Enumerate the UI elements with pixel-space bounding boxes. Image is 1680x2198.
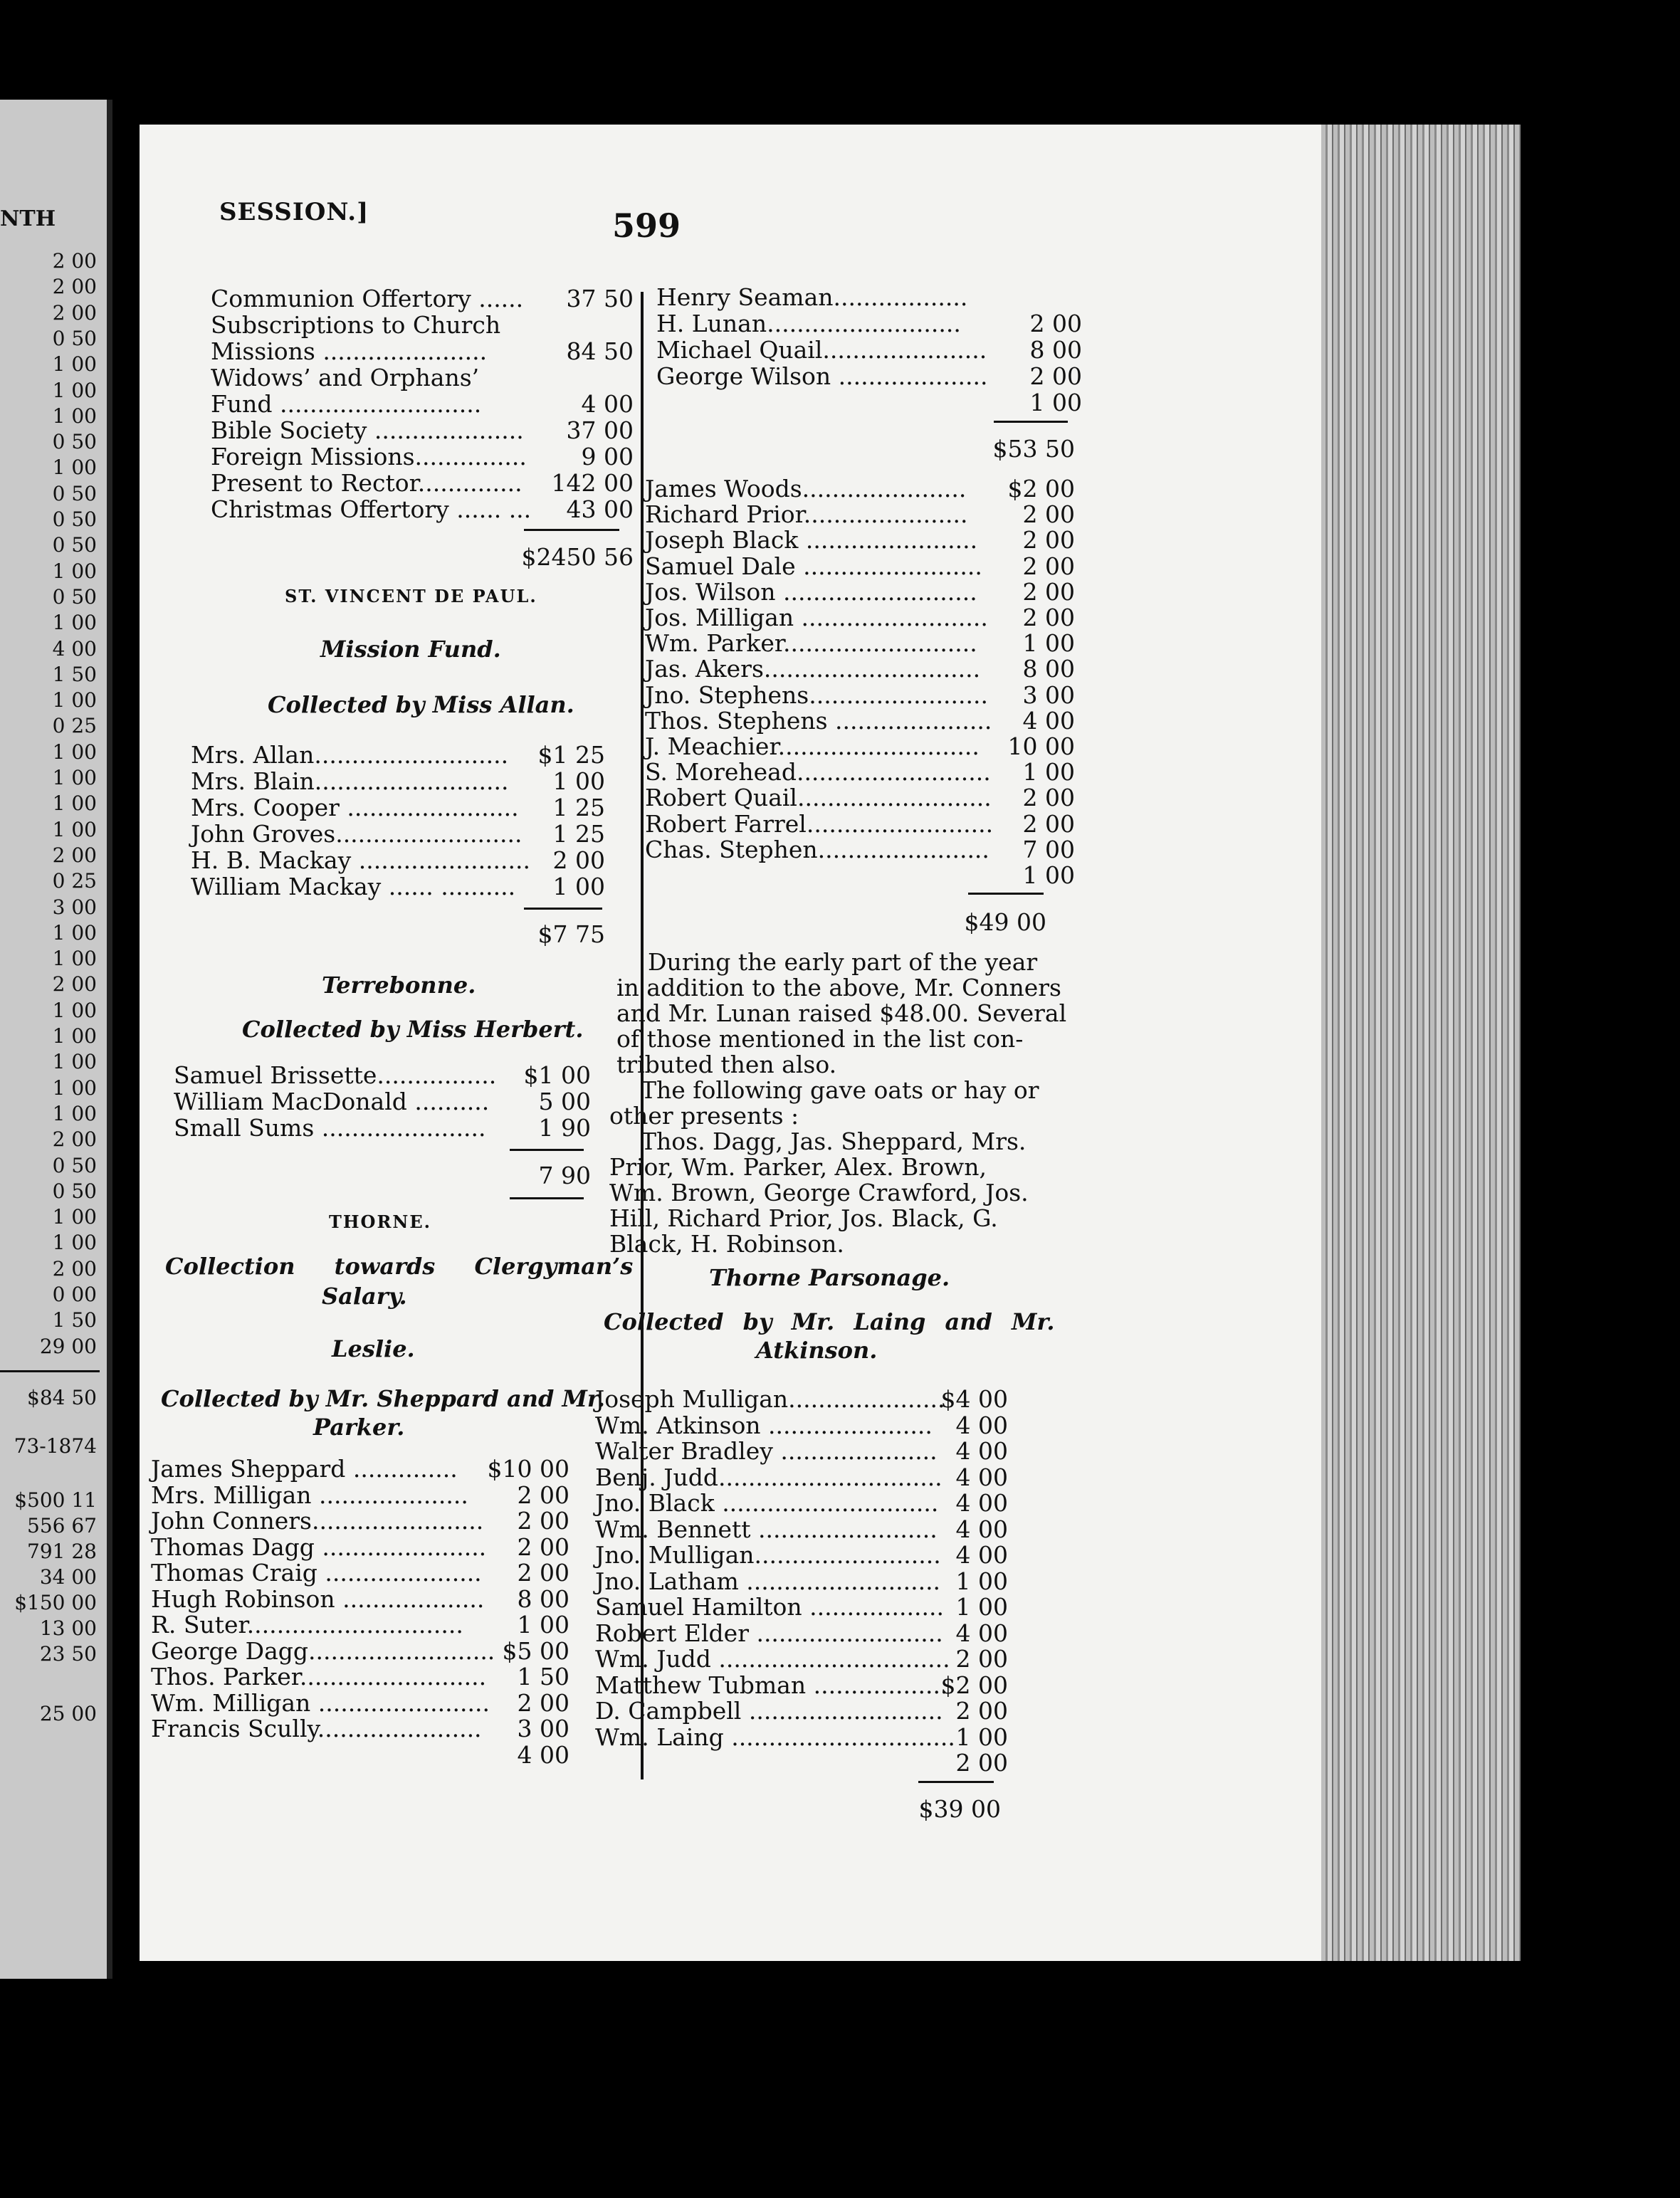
offering-item-amount: 84 50 — [566, 337, 634, 365]
donor-label: William Mackay ...... .......... — [191, 873, 516, 900]
donor-label: Wm. Laing .............................. — [595, 1723, 955, 1751]
donor-label: Joseph Mulligan..................... — [595, 1385, 945, 1414]
subtotal-rule — [994, 421, 1068, 423]
donor-amount: 7 00 — [1022, 835, 1075, 863]
left-amount: 1 00 — [52, 817, 97, 841]
left-amount: 1 00 — [52, 920, 97, 945]
left-amount: 2 00 — [52, 249, 97, 273]
left-amount: 0 50 — [52, 1153, 97, 1177]
note-line: The following gave oats or hay or — [641, 1076, 1039, 1105]
left-amount: 1 00 — [52, 1050, 97, 1074]
donor-label: Thomas Craig ..................... — [151, 1559, 482, 1587]
subtotal: $39 00 — [918, 1794, 1001, 1823]
donor-label: Jno. Black ............................. — [595, 1489, 939, 1518]
left-amount: 1 00 — [52, 1076, 97, 1100]
donor-amount: 1 00 — [552, 873, 605, 900]
donor-amount: 1 00 — [955, 1593, 1008, 1621]
left-amount: 13 00 — [39, 1616, 97, 1640]
left-amount: 1 00 — [52, 1101, 97, 1125]
donor-label: Wm. Atkinson ...................... — [595, 1411, 933, 1439]
donor-amount: 4 00 — [955, 1489, 1008, 1518]
donor-label: Richard Prior...................... — [645, 500, 968, 529]
left-amount: 2 00 — [52, 1127, 97, 1152]
left-amount: 23 50 — [39, 1641, 97, 1666]
left-amount: 2 00 — [52, 843, 97, 867]
donor-label: H. Lunan.......................... — [656, 310, 961, 337]
donor-label: Jos. Wilson .......................... — [645, 577, 977, 606]
donor-label: Michael Quail...................... — [656, 336, 987, 364]
left-amount: 1 00 — [52, 688, 97, 712]
left-amount: 2 00 — [52, 275, 97, 299]
donor-amount: 2 00 — [955, 1645, 1008, 1673]
subtotal: 7 90 — [538, 1162, 591, 1189]
donor-label: James Sheppard .............. — [151, 1455, 458, 1483]
donor-amount: 1 25 — [552, 820, 605, 848]
left-page-fragment — [0, 100, 112, 1979]
donor-amount: 2 00 — [955, 1697, 1008, 1725]
left-amount: 1 00 — [52, 792, 97, 816]
left-amount: 0 25 — [52, 714, 97, 738]
donor-amount: 2 00 — [517, 1481, 569, 1509]
donor-label: Wm. Judd ............................... — [595, 1645, 950, 1673]
note-line: tributed then also. — [616, 1051, 837, 1079]
donor-amount: 4 00 — [1022, 706, 1075, 735]
note-paragraph — [609, 1078, 1039, 1257]
offering-item-label: Bible Society .................... — [211, 416, 524, 444]
collector-line: Collected by Miss Herbert. — [242, 1016, 584, 1043]
donor-label: Jno. Latham .......................... — [595, 1567, 941, 1595]
donor-label: James Woods...................... — [645, 475, 967, 503]
donor-amount: $4 00 — [940, 1385, 1008, 1414]
left-amount: 1 00 — [52, 766, 97, 789]
total-rule — [524, 529, 619, 531]
donor-label: Wm. Parker.......................... — [645, 629, 977, 658]
donor-amount: 4 00 — [955, 1437, 1008, 1466]
donor-amount: $10 00 — [487, 1455, 569, 1483]
collector-line: Collected by Mr. Laing and Mr. — [604, 1308, 1055, 1336]
donor-amount: 2 00 — [1022, 604, 1075, 631]
left-amount: 2 00 — [52, 972, 97, 997]
donor-label: Samuel Dale ........................ — [645, 552, 982, 580]
collector-line: Collected by Miss Allan. — [268, 691, 574, 718]
left-amount: 1 00 — [52, 456, 97, 480]
donor-amount: 2 00 — [517, 1532, 569, 1561]
donor-label: H. B. Mackay ....................... — [191, 846, 531, 874]
donor-amount: 2 00 — [1029, 362, 1082, 390]
donor-amount: 2 00 — [1022, 526, 1075, 554]
left-amount: 34 00 — [39, 1565, 97, 1589]
donor-amount: $2 00 — [1007, 475, 1075, 503]
note-line: in addition to the above, Mr. Conners — [616, 974, 1061, 1002]
left-amount: 1 00 — [52, 1024, 97, 1048]
subtotal: $7 75 — [537, 920, 605, 948]
donor-label: Thos. Stephens ..................... — [645, 706, 992, 735]
page-edges — [1321, 125, 1521, 1961]
mission-fund-title: Mission Fund. — [320, 636, 501, 663]
note-line: Wm. Brown, George Crawford, Jos. — [609, 1179, 1029, 1207]
donor-label: Small Sums ...................... — [174, 1114, 486, 1142]
donor-amount: 2 00 — [1022, 577, 1075, 606]
left-amount: 0 50 — [52, 481, 97, 505]
note-line: and Mr. Lunan raised $48.00. Several — [616, 999, 1067, 1028]
donor-amount: $5 00 — [502, 1636, 569, 1665]
page-number: 599 — [612, 206, 681, 245]
left-year-range: 73-1874 — [14, 1434, 97, 1458]
donor-label: Thomas Dagg ...................... — [151, 1532, 487, 1561]
left-amount: 2 00 — [52, 300, 97, 325]
donor-amount: 10 00 — [1007, 732, 1075, 760]
offering-item-amount: 9 00 — [581, 443, 634, 470]
offering-item-amount: 37 00 — [566, 416, 634, 444]
note-line: Hill, Richard Prior, Jos. Black, G. — [609, 1204, 998, 1233]
left-amount: 1 00 — [52, 947, 97, 971]
donor-amount: 2 00 — [1022, 784, 1075, 812]
subtotal-rule — [918, 1781, 994, 1783]
left-amount: 1 00 — [52, 1231, 97, 1255]
donor-amount: 2 00 — [552, 846, 605, 874]
left-amount: 0 25 — [52, 869, 97, 893]
donor-amount: 1 00 — [1022, 861, 1075, 889]
offering-item-label: Christmas Offertory ...... ... — [211, 495, 532, 523]
offering-item-label: Foreign Missions............... — [211, 443, 527, 470]
subtotal-rule — [510, 1197, 584, 1199]
offering-item-label: Present to Rector.............. — [211, 469, 523, 497]
donor-amount: 1 00 — [1022, 758, 1075, 787]
donor-label: Robert Elder ......................... — [595, 1619, 943, 1647]
donor-label: Henry Seaman.................. — [656, 283, 968, 311]
donor-label: Wm. Milligan ....................... — [151, 1688, 490, 1717]
donor-amount: $1 00 — [523, 1061, 591, 1089]
donor-amount: $2 00 — [940, 1671, 1008, 1699]
offering-item-label: Subscriptions to Church — [211, 311, 501, 339]
offering-item-amount: 37 50 — [566, 285, 634, 312]
donor-label: Robert Quail.......................... — [645, 784, 992, 812]
donor-amount: 2 00 — [955, 1749, 1008, 1777]
donor-label: Wm. Bennett ........................ — [595, 1515, 938, 1543]
note-line: During the early part of the year — [648, 948, 1038, 977]
terrebonne-title: Terrebonne. — [322, 972, 476, 999]
donor-amount: 1 00 — [955, 1567, 1008, 1595]
left-amount: 4 00 — [52, 636, 97, 661]
donor-label: John Groves......................... — [191, 820, 523, 848]
left-amount: 3 00 — [52, 895, 97, 919]
offering-item-amount: 4 00 — [581, 390, 634, 418]
leslie-title: Leslie. — [332, 1335, 415, 1362]
subtotal: $49 00 — [964, 908, 1046, 937]
donor-amount: 2 00 — [517, 1688, 569, 1717]
donor-label: Thos. Parker......................... — [151, 1663, 487, 1690]
offering-item-label: Communion Offertory ...... — [211, 285, 524, 312]
collector-line: Collected by Mr. Sheppard and Mr. — [161, 1385, 605, 1412]
running-header: SESSION.] — [219, 198, 369, 226]
donor-label: Jno. Stephens........................ — [645, 680, 988, 709]
donor-amount: 1 00 — [1029, 389, 1082, 416]
donor-label: George Wilson .................... — [656, 362, 988, 390]
donor-label: Hugh Robinson ................... — [151, 1584, 485, 1613]
donor-amount: 4 00 — [955, 1515, 1008, 1543]
donor-amount: 2 00 — [1022, 500, 1075, 529]
note-line: Prior, Wm. Parker, Alex. Brown, — [609, 1153, 987, 1182]
donor-label: Benj. Judd.............................. — [595, 1463, 943, 1491]
subtotal: $53 50 — [992, 435, 1075, 463]
offering-total: $2450 56 — [521, 543, 634, 571]
donor-amount: 1 00 — [1022, 629, 1075, 658]
left-total-rule — [0, 1370, 100, 1372]
left-amount: 1 00 — [52, 998, 97, 1022]
donor-amount: 1 00 — [955, 1723, 1008, 1751]
offering-item-amount: 43 00 — [566, 495, 634, 523]
donor-label: J. Meachier........................... — [645, 732, 980, 760]
donor-amount: 3 00 — [1022, 680, 1075, 709]
donor-label: R. Suter............................. — [151, 1611, 463, 1639]
thorne-parsonage-title: Thorne Parsonage. — [709, 1264, 950, 1292]
note-line: Thos. Dagg, Jas. Sheppard, Mrs. — [641, 1127, 1027, 1156]
donor-amount: $1 25 — [537, 741, 605, 769]
donor-amount: 1 50 — [517, 1663, 569, 1690]
donor-amount: 8 00 — [1029, 336, 1082, 364]
note-line: other presents : — [609, 1102, 799, 1130]
note-line: of those mentioned in the list con- — [616, 1025, 1024, 1053]
donor-label: Matthew Tubman .................. — [595, 1671, 948, 1699]
offering-item-label: Missions ...................... — [211, 337, 488, 365]
left-amount: 0 50 — [52, 430, 97, 454]
donor-amount: 2 00 — [1029, 310, 1082, 337]
collector-line: Parker. — [313, 1414, 405, 1441]
thorne-title: THORNE. — [329, 1211, 431, 1232]
donor-amount: 1 00 — [552, 767, 605, 795]
left-amount: 0 50 — [52, 1179, 97, 1203]
donor-amount: 4 00 — [955, 1541, 1008, 1569]
donor-label: Jno. Mulligan......................... — [595, 1541, 941, 1569]
donor-label: Chas. Stephen....................... — [645, 835, 989, 863]
note-line: Black, H. Robinson. — [609, 1230, 844, 1258]
donor-label: Mrs. Milligan .................... — [151, 1481, 468, 1509]
donor-label: Francis Scully...................... — [151, 1715, 482, 1742]
donor-label: S. Morehead.......................... — [645, 758, 991, 787]
offering-item-label: Fund ........................... — [211, 390, 482, 418]
left-amount: 0 50 — [52, 584, 97, 609]
salary-line: Salary. — [322, 1283, 407, 1310]
donor-amount: 4 00 — [955, 1463, 1008, 1491]
offering-item-amount: 142 00 — [551, 469, 634, 497]
left-amount: 1 50 — [52, 662, 97, 686]
subtotal-rule — [968, 893, 1044, 895]
donor-amount: 8 00 — [1022, 655, 1075, 683]
left-amount: 1 00 — [52, 352, 97, 377]
left-amount: 1 50 — [52, 1308, 97, 1332]
donor-amount: 2 00 — [1022, 809, 1075, 838]
donor-amount: 1 00 — [517, 1611, 569, 1639]
donor-label: Mrs. Allan.......................... — [191, 741, 509, 769]
left-amount: 556 67 — [27, 1513, 97, 1537]
offering-item-label: Widows’ and Orphans’ — [211, 364, 480, 391]
left-amount: 1 00 — [52, 611, 97, 635]
left-amount: 1 00 — [52, 404, 97, 428]
collector-line: Atkinson. — [756, 1337, 878, 1364]
donor-amount: 4 00 — [955, 1619, 1008, 1647]
left-amount: 29 00 — [39, 1334, 97, 1358]
donor-amount: 5 00 — [538, 1088, 591, 1115]
note-paragraph — [616, 950, 1066, 1078]
left-amount: $500 11 — [14, 1488, 97, 1512]
st-vincent-title: ST. VINCENT DE PAUL. — [285, 586, 537, 606]
left-amount: 0 00 — [52, 1283, 97, 1306]
left-amount: 1 00 — [52, 559, 97, 583]
subtotal-rule — [524, 908, 602, 910]
donor-label: Mrs. Blain.......................... — [191, 767, 509, 795]
donor-amount: 1 90 — [538, 1114, 591, 1142]
donor-label: D. Campbell .......................... — [595, 1697, 943, 1725]
donor-label: John Conners....................... — [151, 1507, 484, 1535]
donor-amount: 4 00 — [517, 1740, 569, 1769]
left-amount: 791 28 — [27, 1539, 97, 1563]
donor-amount: 2 00 — [517, 1507, 569, 1535]
left-amount: 0 50 — [52, 508, 97, 531]
donor-label: Samuel Brissette................ — [174, 1061, 497, 1089]
left-amount: 25 00 — [39, 1701, 97, 1725]
donor-amount: 8 00 — [517, 1584, 569, 1613]
donor-label: Mrs. Cooper ....................... — [191, 794, 519, 821]
left-amount: 1 00 — [52, 1205, 97, 1229]
donor-label: George Dagg......................... — [151, 1636, 495, 1665]
donor-amount: 1 25 — [552, 794, 605, 821]
donor-label: Joseph Black ....................... — [645, 526, 978, 554]
left-amount: $150 00 — [14, 1590, 97, 1614]
salary-line: Collection towards Clergyman’s — [165, 1253, 634, 1280]
left-page-header: NTH — [0, 206, 56, 231]
donor-amount: 2 00 — [517, 1559, 569, 1587]
donor-amount: 2 00 — [1022, 552, 1075, 580]
left-amount: 1 00 — [52, 378, 97, 402]
donor-amount: 4 00 — [955, 1411, 1008, 1439]
donor-label: Jas. Akers............................. — [645, 655, 981, 683]
subtotal-rule — [510, 1149, 584, 1151]
donor-label: Jos. Milligan ......................... — [645, 604, 988, 631]
donor-label: Samuel Hamilton .................. — [595, 1593, 944, 1621]
left-amount: 0 50 — [52, 326, 97, 350]
donor-amount: 3 00 — [517, 1715, 569, 1742]
donor-label: Robert Farrel......................... — [645, 809, 994, 838]
left-total: $84 50 — [27, 1385, 97, 1409]
left-amount: 2 00 — [52, 1256, 97, 1281]
donor-label: Walter Bradley ..................... — [595, 1437, 938, 1466]
left-amount: 0 50 — [52, 533, 97, 557]
left-amount: 1 00 — [52, 740, 97, 764]
donor-label: William MacDonald .......... — [174, 1088, 490, 1115]
